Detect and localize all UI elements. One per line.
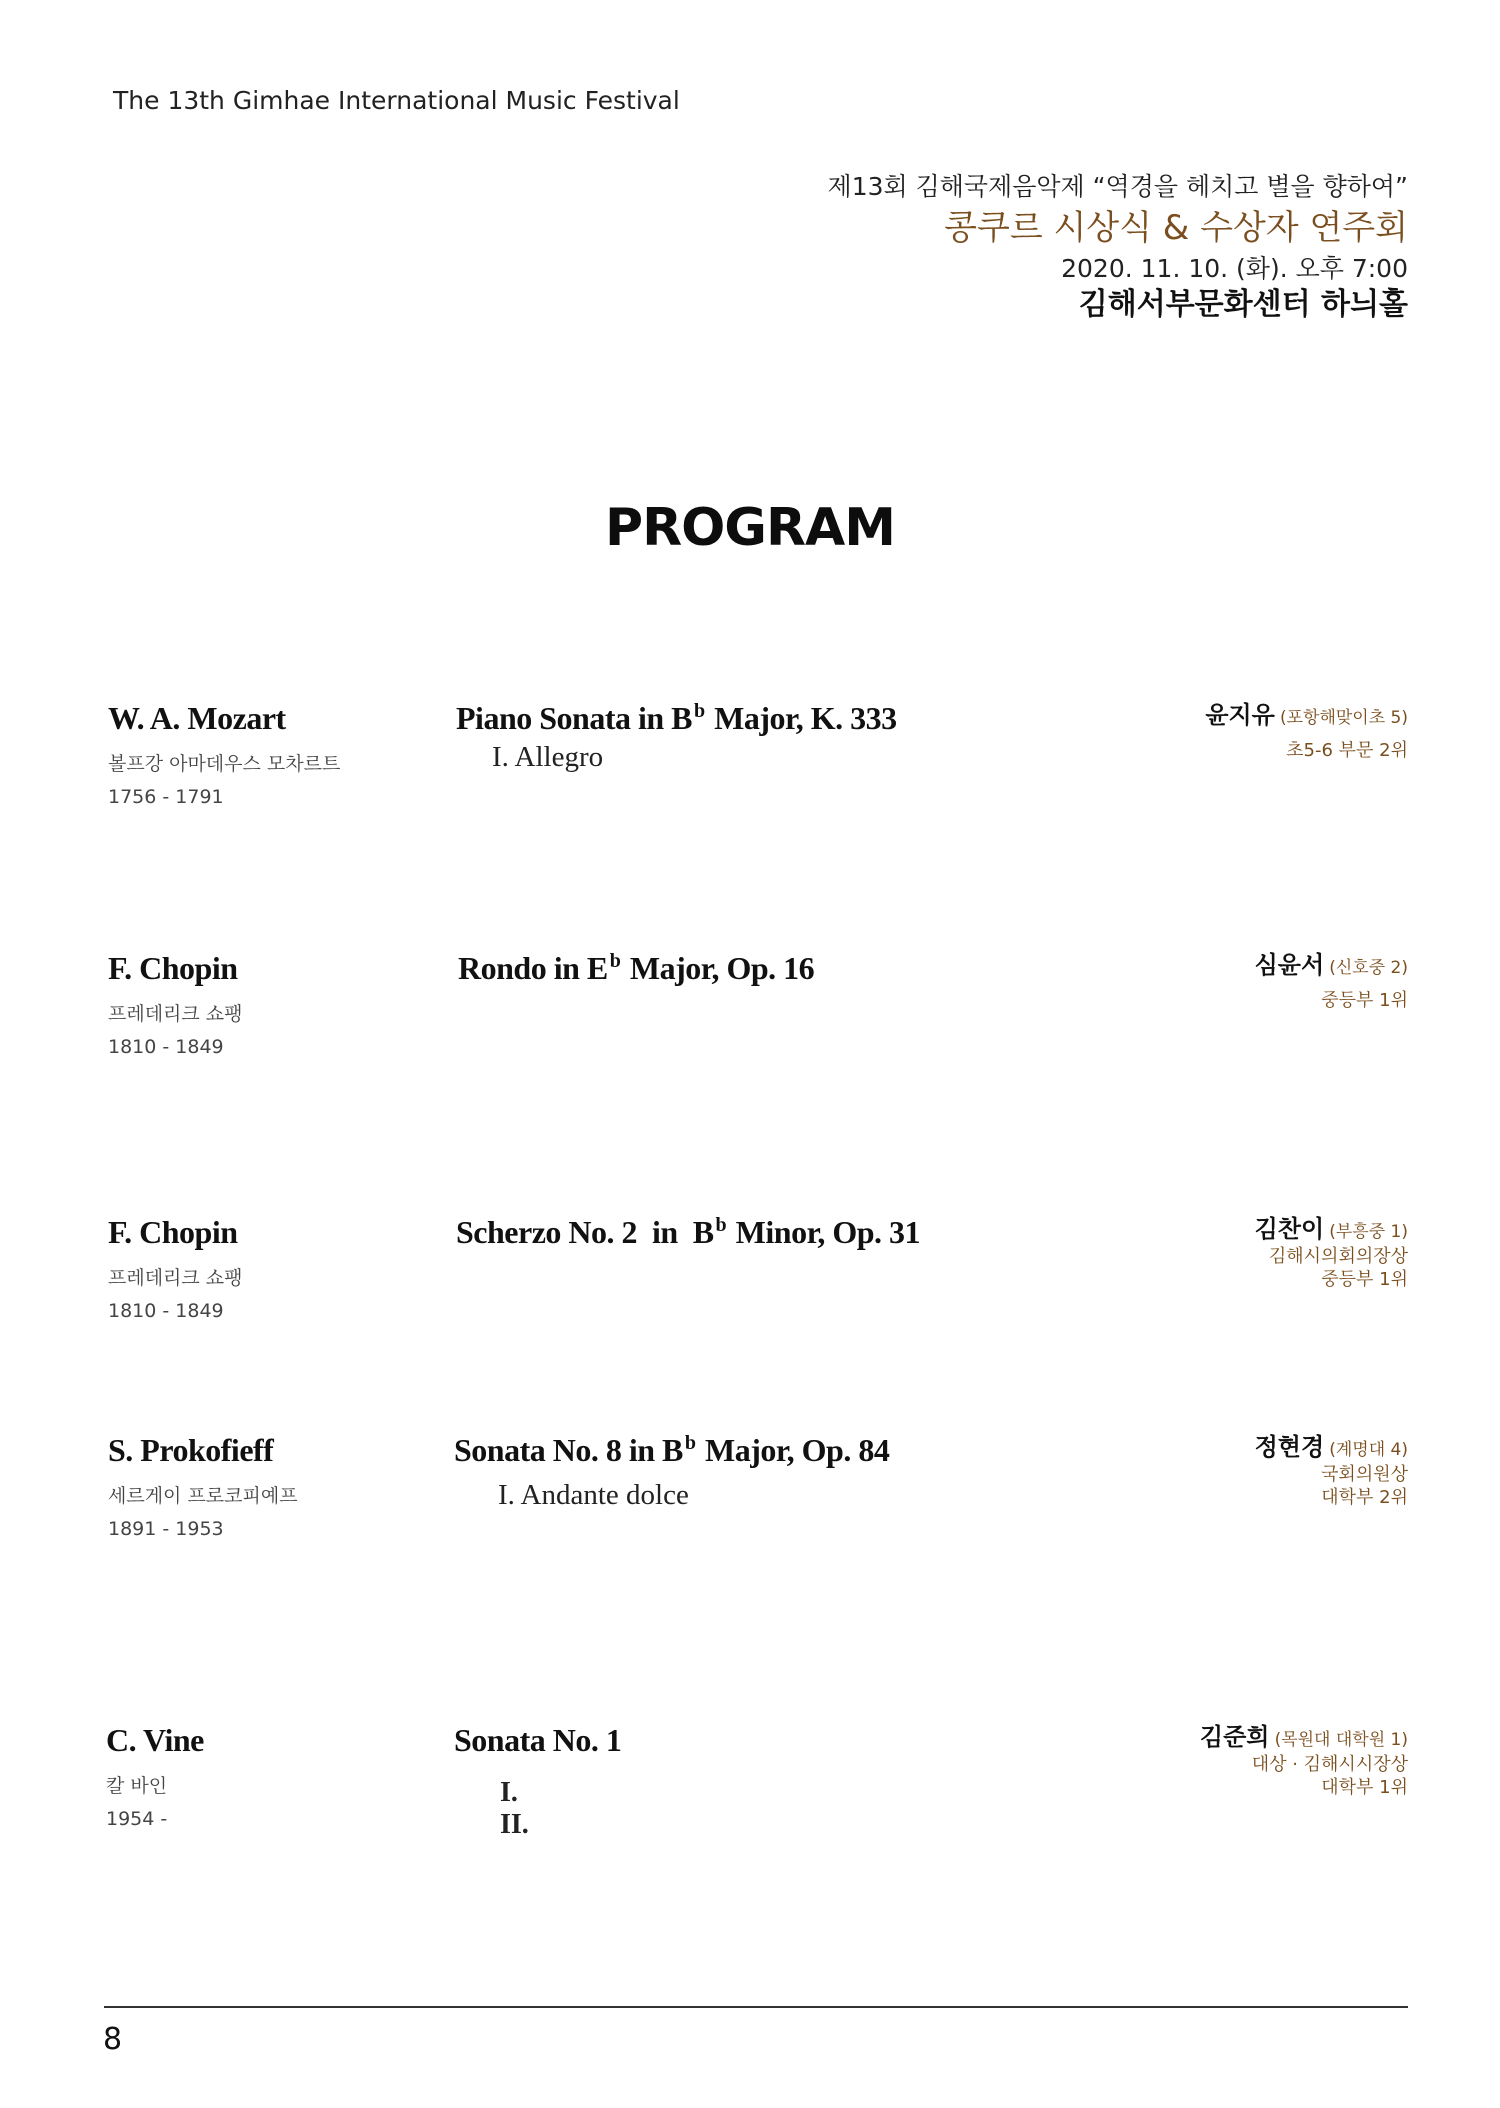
work-title — [456, 700, 897, 737]
performer-block — [1255, 1214, 1408, 1291]
work-title-key: Major, K. 333 — [706, 700, 897, 736]
work-title-key: Major, Op. 16 — [622, 950, 815, 986]
work-title-text: Rondo in E — [458, 950, 608, 986]
performer-name: 정현경 — [1254, 1433, 1325, 1461]
award: 초5-6 부문 2위 — [1286, 739, 1408, 761]
award: 중등부 1위 — [1321, 1268, 1408, 1290]
composer-years: 1891 - 1953 — [108, 1518, 224, 1540]
work-title-key: Major, Op. 84 — [697, 1432, 890, 1468]
performer-block — [1255, 950, 1408, 1012]
composer-block — [108, 950, 243, 1058]
movement: I. Allegro — [492, 741, 604, 773]
event-info — [508, 170, 1408, 326]
work-title-text: Piano Sonata in B — [456, 700, 693, 736]
program-title: PROGRAM — [604, 498, 896, 558]
award: 대학부 1위 — [1321, 1776, 1408, 1798]
work-title — [458, 950, 814, 987]
composer-block — [108, 1214, 243, 1322]
work-title — [456, 1214, 920, 1251]
award: 대학부 2위 — [1321, 1486, 1408, 1508]
work-block — [456, 1214, 920, 1251]
award: 김해시의회의장상 — [1268, 1245, 1408, 1267]
performer-school: (부흥중 1) — [1329, 1222, 1408, 1242]
composer-korean-name: 칼 바인 — [106, 1775, 168, 1797]
movement: II. — [500, 1809, 529, 1840]
movement: I. Andante dolce — [498, 1479, 689, 1511]
composer-block — [108, 700, 340, 808]
work-title: Sonata No. 1 — [454, 1722, 622, 1758]
performer-school: (포항해맞이초 5) — [1279, 708, 1408, 728]
performer-school: (신호중 2) — [1329, 958, 1408, 978]
performer-block — [1200, 1722, 1408, 1799]
composer-years: 1810 - 1849 — [108, 1036, 224, 1058]
performer-school: (계명대 4) — [1329, 1440, 1408, 1460]
flat-sign: b — [609, 950, 621, 972]
composer-years: 1954 - — [106, 1808, 168, 1830]
flat-sign: b — [694, 700, 705, 722]
composer-name: C. Vine — [106, 1722, 204, 1758]
award: 대상 · 김해시시장상 — [1251, 1753, 1408, 1775]
event-subtitle: 제13회 김해국제음악제 “역경을 헤치고 별을 향하여” — [827, 172, 1408, 201]
work-block — [458, 950, 814, 987]
composer-name: W. A. Mozart — [108, 700, 286, 736]
performer-name: 김준희 — [1199, 1723, 1270, 1751]
composer-years: 1756 - 1791 — [108, 786, 224, 808]
movement: I. — [500, 1777, 518, 1808]
work-block — [456, 700, 897, 774]
performer-school: (목원대 대학원 1) — [1274, 1730, 1408, 1750]
work-block — [454, 1722, 621, 1841]
composer-name: F. Chopin — [108, 950, 238, 986]
footer-divider — [104, 2006, 1408, 2008]
performer-name: 심윤서 — [1254, 951, 1325, 979]
event-title: 콩쿠르 시상식 & 수상자 연주회 — [944, 207, 1408, 248]
performer-name: 김찬이 — [1254, 1215, 1325, 1243]
composer-korean-name: 볼프강 아마데우스 모차르트 — [108, 753, 341, 775]
work-block — [454, 1432, 889, 1512]
work-title — [454, 1432, 889, 1469]
composer-korean-name: 프레데리크 쇼팽 — [108, 1003, 243, 1025]
work-title-text: Sonata No. 8 in B — [454, 1432, 683, 1468]
composer-block — [108, 1432, 298, 1540]
event-venue: 김해서부문화센터 하늬홀 — [1078, 287, 1408, 323]
composer-block — [106, 1722, 204, 1830]
composer-name: F. Chopin — [108, 1214, 238, 1250]
flat-sign: b — [684, 1432, 696, 1454]
work-title-text: Scherzo No. 2 in B — [456, 1214, 714, 1250]
composer-korean-name: 프레데리크 쇼팽 — [108, 1267, 243, 1289]
page-number: 8 — [103, 2022, 123, 2057]
composer-korean-name: 세르게이 프로코피예프 — [108, 1485, 298, 1507]
festival-name: The 13th Gimhae International Music Festival — [113, 86, 680, 115]
composer-name: S. Prokofieff — [108, 1432, 274, 1468]
performer-block — [1205, 700, 1408, 762]
performer-block — [1255, 1432, 1408, 1509]
work-title-key: Minor, Op. 31 — [728, 1214, 921, 1250]
award: 중등부 1위 — [1321, 989, 1408, 1011]
composer-years: 1810 - 1849 — [108, 1300, 224, 1322]
flat-sign: b — [715, 1214, 727, 1236]
performer-name: 윤지유 — [1205, 701, 1275, 729]
award: 국회의원상 — [1321, 1463, 1408, 1485]
event-date: 2020. 11. 10. (화). 오후 7:00 — [1061, 253, 1408, 283]
